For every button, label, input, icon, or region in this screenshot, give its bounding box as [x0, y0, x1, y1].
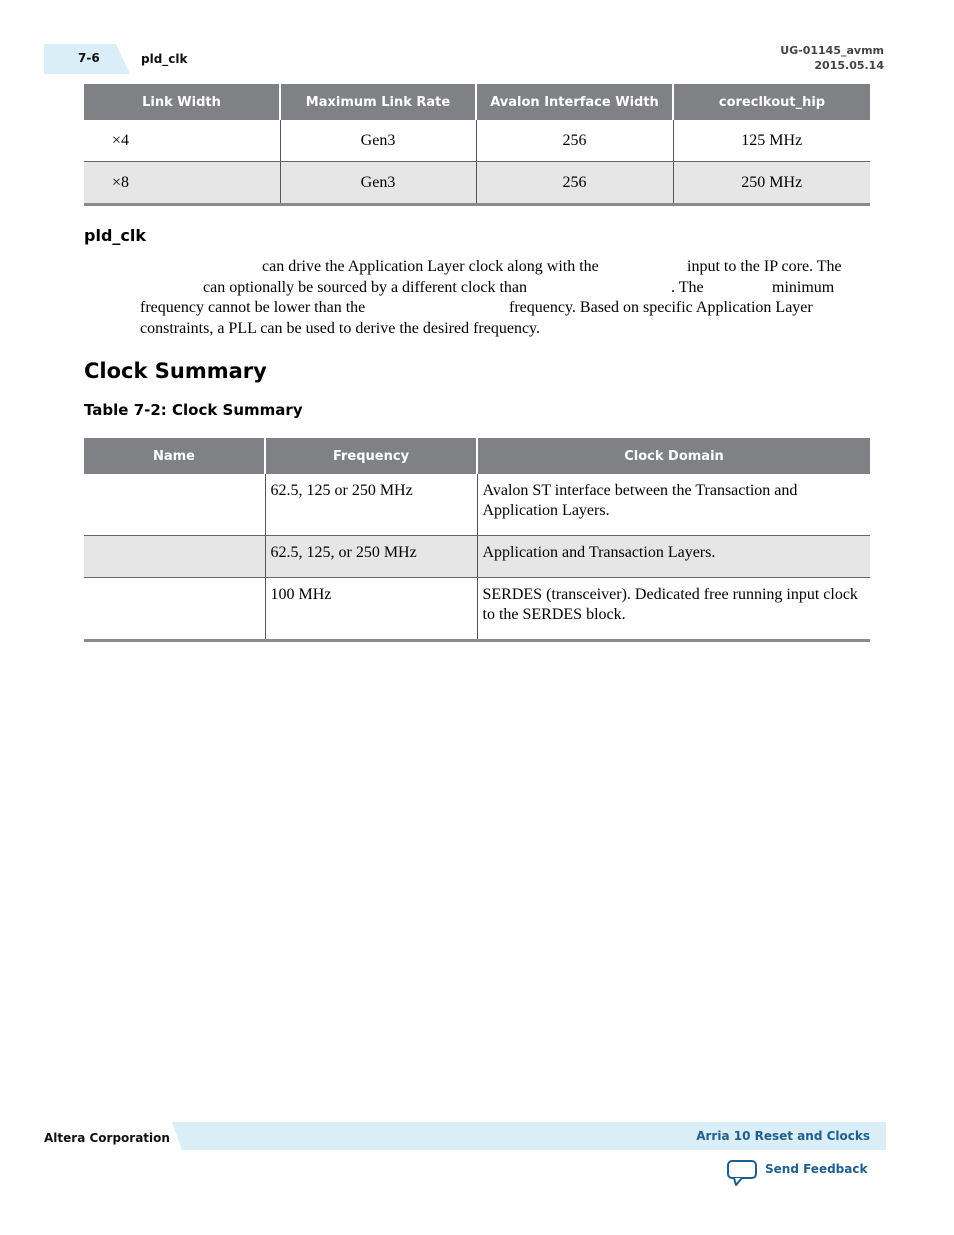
table-cell: 256	[476, 162, 673, 205]
paragraph-line: frequency. Based on specific Application Layer	[509, 299, 813, 316]
column-header: Avalon Interface Width	[476, 84, 673, 120]
paragraph-line: constraints, a PLL can be used to derive the desired frequency.	[140, 320, 540, 337]
table-row	[84, 536, 870, 578]
table-cell: Avalon ST interface between the Transaction and Application Layers.	[477, 474, 870, 536]
table-cell: 100 MHz	[265, 578, 477, 641]
paragraph-line: minimum	[772, 279, 835, 296]
section-heading-clock-summary: Clock Summary	[84, 359, 267, 383]
table-cell: 256	[476, 120, 673, 162]
doc-info	[780, 43, 884, 73]
link-width-table	[84, 84, 870, 206]
table-cell: 62.5, 125, or 250 MHz	[265, 536, 477, 578]
table-cell: ×4	[84, 120, 280, 162]
table-caption: Table 7-2: Clock Summary	[84, 401, 303, 419]
table-cell: 125 MHz	[673, 120, 870, 162]
section-heading-pld-clk: pld_clk	[84, 226, 146, 245]
table-row	[84, 162, 870, 205]
table-cell	[84, 474, 265, 536]
running-title: pld_clk	[141, 52, 188, 66]
doc-id: UG-01145_avmm	[780, 44, 884, 57]
send-feedback-label: Send Feedback	[765, 1162, 868, 1176]
table-cell	[84, 536, 265, 578]
column-header: coreclkout_hip	[673, 84, 870, 120]
table-cell: 250 MHz	[673, 162, 870, 205]
column-header: Frequency	[265, 438, 477, 474]
table-row	[84, 474, 870, 536]
paragraph-line: . The	[671, 279, 704, 296]
column-header: Link Width	[84, 84, 280, 120]
page-number-tab	[44, 44, 130, 74]
company-name: Altera Corporation	[44, 1131, 170, 1145]
clock-summary-table	[84, 438, 870, 642]
speech-bubble-icon	[726, 1158, 758, 1188]
paragraph-line: frequency cannot be lower than the	[140, 299, 366, 316]
table-row	[84, 578, 870, 641]
table-cell: Gen3	[280, 120, 476, 162]
table-header-row	[84, 84, 870, 120]
paragraph-line: input to the IP core. The	[687, 258, 842, 275]
table-cell: 62.5, 125 or 250 MHz	[265, 474, 477, 536]
doc-date: 2015.05.14	[814, 59, 884, 72]
table-cell: Gen3	[280, 162, 476, 205]
chapter-title: Arria 10 Reset and Clocks	[696, 1129, 870, 1143]
table-cell	[84, 578, 265, 641]
paragraph-line: can optionally be sourced by a different clock than	[203, 279, 528, 296]
column-header: Maximum Link Rate	[280, 84, 476, 120]
column-header: Clock Domain	[477, 438, 870, 474]
table-cell: ×8	[84, 162, 280, 205]
page-number: 7-6	[78, 51, 100, 65]
paragraph-line: can drive the Application Layer clock along with the	[262, 258, 599, 275]
table-row	[84, 120, 870, 162]
table-cell: SERDES (transceiver). Dedicated free running input clock to the SERDES block.	[477, 578, 870, 641]
table-header-row	[84, 438, 870, 474]
table-cell: Application and Transaction Layers.	[477, 536, 870, 578]
column-header: Name	[84, 438, 265, 474]
